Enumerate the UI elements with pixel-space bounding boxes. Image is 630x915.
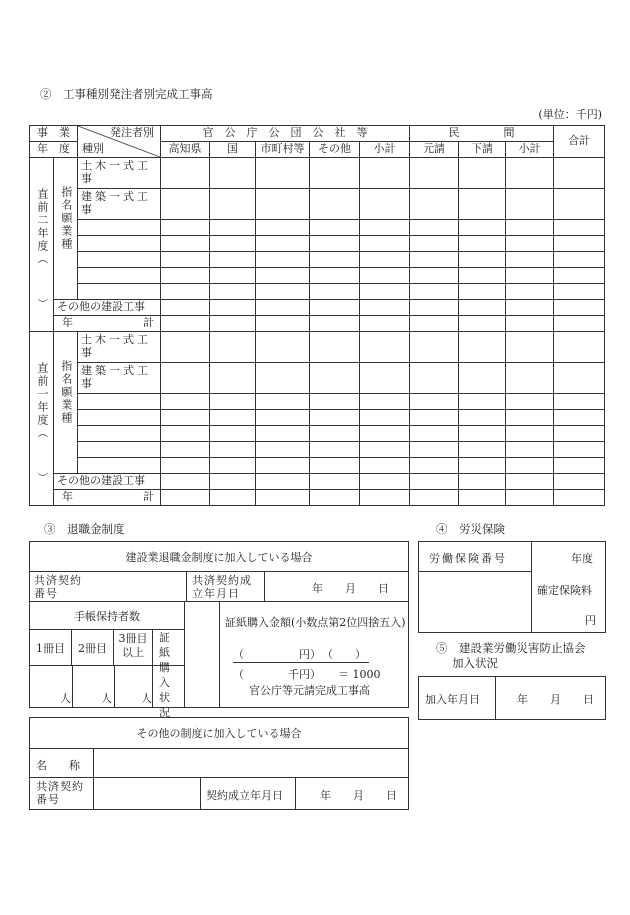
row-build-1: 建築一式工事	[78, 189, 161, 220]
header-diagonal-cell	[78, 126, 161, 158]
designated-label-1: 指名願業種	[54, 158, 78, 300]
col-prime: 元請	[410, 142, 459, 158]
labor-insurance-box	[418, 541, 606, 633]
period2-label: 直前一年度（ ）	[30, 332, 54, 506]
contract-no-label: 共済契約番号	[34, 574, 82, 600]
section5-subtitle: 加入状況	[452, 656, 498, 670]
row-civil-1: 土木一式工事	[78, 158, 161, 189]
other-system-box	[29, 717, 409, 810]
col-kochi: 高知県	[161, 142, 210, 158]
contract-no2-label: 共済契約番号	[36, 780, 84, 806]
header-total: 合計	[554, 126, 605, 158]
person-3: 人	[141, 692, 152, 705]
kyen-paren: （ 千円）	[233, 668, 321, 681]
header-orderer: 発注者別	[110, 126, 154, 139]
row-year-total-2: 年 計	[54, 490, 161, 506]
row-build-2: 建築一式工事	[78, 363, 161, 394]
col-subtotal-private: 小計	[506, 142, 554, 158]
col-sub: 下請	[459, 142, 506, 158]
section4-title: ④ 労災保険	[436, 522, 505, 536]
col-national: 国	[210, 142, 256, 158]
fixed-fee-label: 確定保険料	[537, 584, 592, 597]
designated-label-2: 指名願業種	[54, 332, 78, 474]
retirement-header: 建設業退職金制度に加入している場合	[30, 542, 408, 572]
period1-label: 直前二年度（ ）	[30, 158, 54, 332]
col-subtotal-public: 小計	[360, 142, 410, 158]
contract-date2-value: 年 月 日	[320, 789, 397, 802]
contract-date-label: 共済契約成立年月日	[192, 574, 252, 600]
contract-date-value: 年 月 日	[312, 582, 389, 595]
row-year-total-1: 年 計	[54, 316, 161, 332]
retirement-box	[29, 541, 409, 719]
contract-date2-label: 契約成立年月日	[206, 789, 283, 802]
equals-1000: ＝ 1000	[338, 668, 381, 681]
accident-prevention-box	[418, 676, 606, 720]
header-year: 年 度	[30, 142, 78, 158]
join-date-label: 加入年月日	[425, 693, 480, 706]
section3-title: ③ 退職金制度	[44, 522, 125, 536]
completed-works-table	[29, 125, 605, 506]
section2-title: ② 工事種別発注者別完成工事高	[40, 87, 213, 101]
stamp-amount-label: 証紙購入金額(小数点第2位四捨五入)	[225, 616, 406, 629]
person-1: 人	[60, 692, 71, 705]
paren-empty: （ ）	[322, 648, 366, 661]
yen-label: 円	[585, 614, 596, 627]
book3-label: 3冊目以上	[118, 632, 148, 659]
holders-label: 手帳保持者数	[30, 602, 184, 630]
header-business: 事 業	[30, 126, 78, 142]
row-other-2: その他の建設工事	[54, 474, 161, 490]
header-private: 民 間	[410, 126, 554, 142]
row-other-1: その他の建設工事	[54, 300, 161, 316]
name-label: 名 称	[36, 759, 80, 772]
row-civil-2: 土木一式工事	[78, 332, 161, 363]
yen-paren: （ 円）	[233, 648, 321, 661]
book1-label: 1冊目	[30, 630, 72, 666]
col-municipal: 市町村等	[256, 142, 310, 158]
col-other: その他	[310, 142, 360, 158]
fiscal-year-label: 年度	[571, 552, 593, 565]
join-date-value: 年 月 日	[517, 693, 594, 706]
unit-label: (単位：千円)	[538, 108, 602, 121]
stamp-status-label: 証紙購入状況	[159, 631, 170, 719]
other-system-header: その他の制度に加入している場合	[30, 718, 408, 749]
header-public: 官 公 庁 公 団 公 社 等	[161, 126, 410, 142]
person-2: 人	[101, 692, 112, 705]
public-total-label: 官公庁等元請完成工事高	[249, 684, 370, 697]
book2-label: 2冊目	[72, 630, 114, 666]
header-kind: 種別	[82, 142, 104, 156]
section5-title: ⑤ 建設業労働災害防止協会	[436, 641, 586, 655]
insurance-no-label: 労働保険番号	[429, 552, 507, 565]
